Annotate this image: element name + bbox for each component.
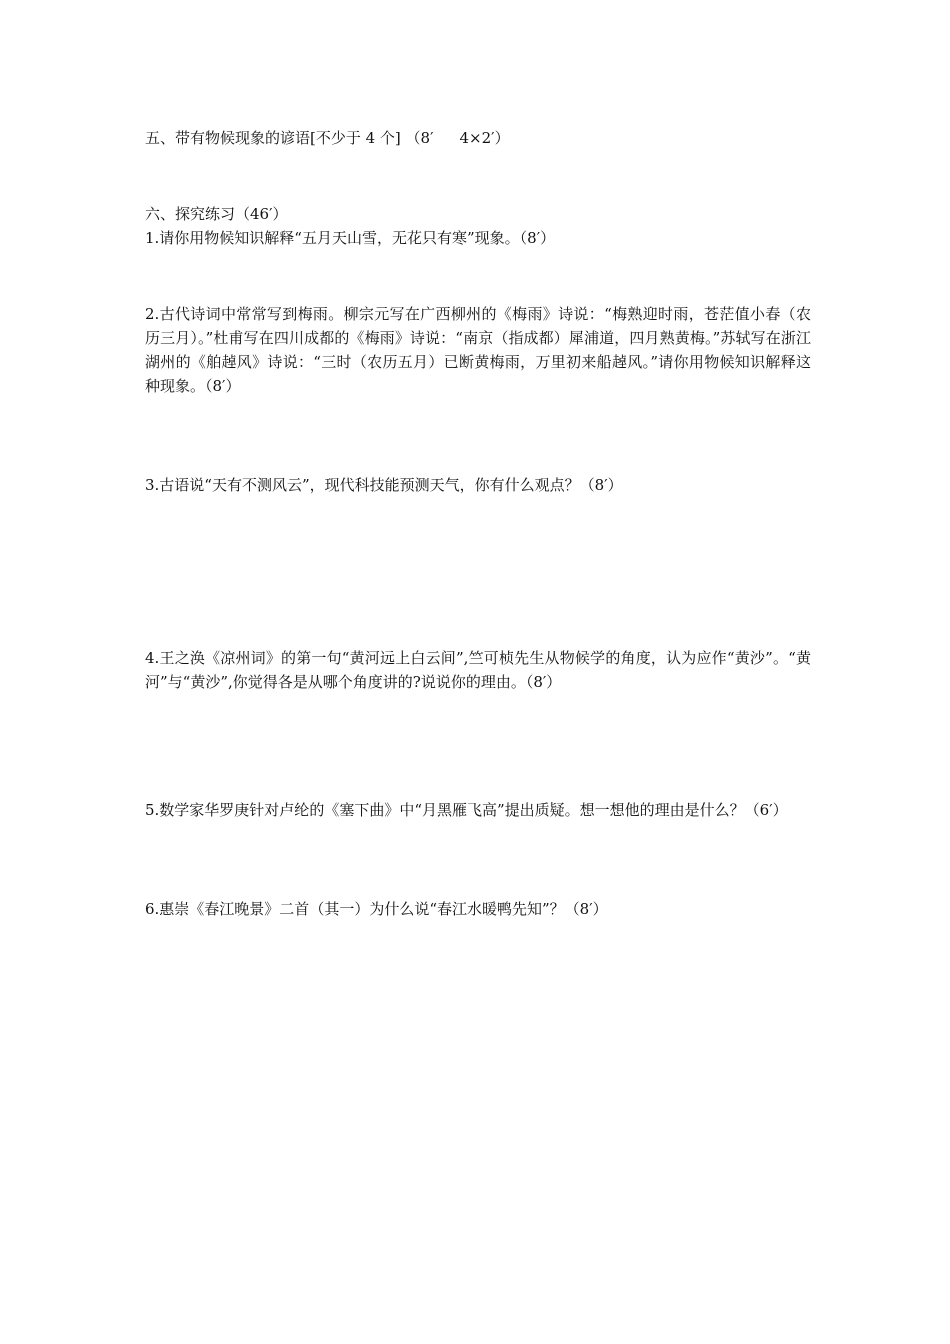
question-2: 2.古代诗词中常常写到梅雨。柳宗元写在广西柳州的《梅雨》诗说：“梅熟迎时雨，苍茫值小春（农历三月）。”杜甫写在四川成都的《梅雨》诗说：“南京（指成都）犀浦道，四月熟黄梅。”苏轼写在浙江湖州的《舶趠风》诗说：“三时（农历五月）已断黄梅雨，万里初来船趠风。”请你用物候知识解释这种现象。（8′） [145, 305, 811, 395]
section-5-heading [145, 127, 811, 149]
question-1: 1.请你用物候知识解释“五月天山雪，无花只有寒”现象。（8′） [145, 229, 556, 247]
section-5-title: 五、带有物候现象的谚语[不少于 4 个] （8′ [145, 129, 434, 147]
section-6-heading: 六、探究练习（46′） [145, 205, 288, 223]
question-3: 3.古语说“天有不测风云”，现代科技能预测天气，你有什么观点？（8′） [145, 476, 623, 494]
question-5: 5.数学家华罗庚针对卢纶的《塞下曲》中“月黑雁飞高”提出质疑。想一想他的理由是什么？（6′） [145, 801, 788, 819]
question-4: 4.王之涣《凉州词》的第一句“黄河远上白云间”,竺可桢先生从物候学的角度，认为应作“黄沙”。“黄河”与“黄沙”,你觉得各是从哪个角度讲的?说说你的理由。（8′） [145, 649, 811, 691]
question-6: 6.惠崇《春江晚景》二首（其一）为什么说“春江水暖鸭先知”？（8′） [145, 900, 608, 918]
section-5-score: 4×2′） [459, 129, 510, 147]
